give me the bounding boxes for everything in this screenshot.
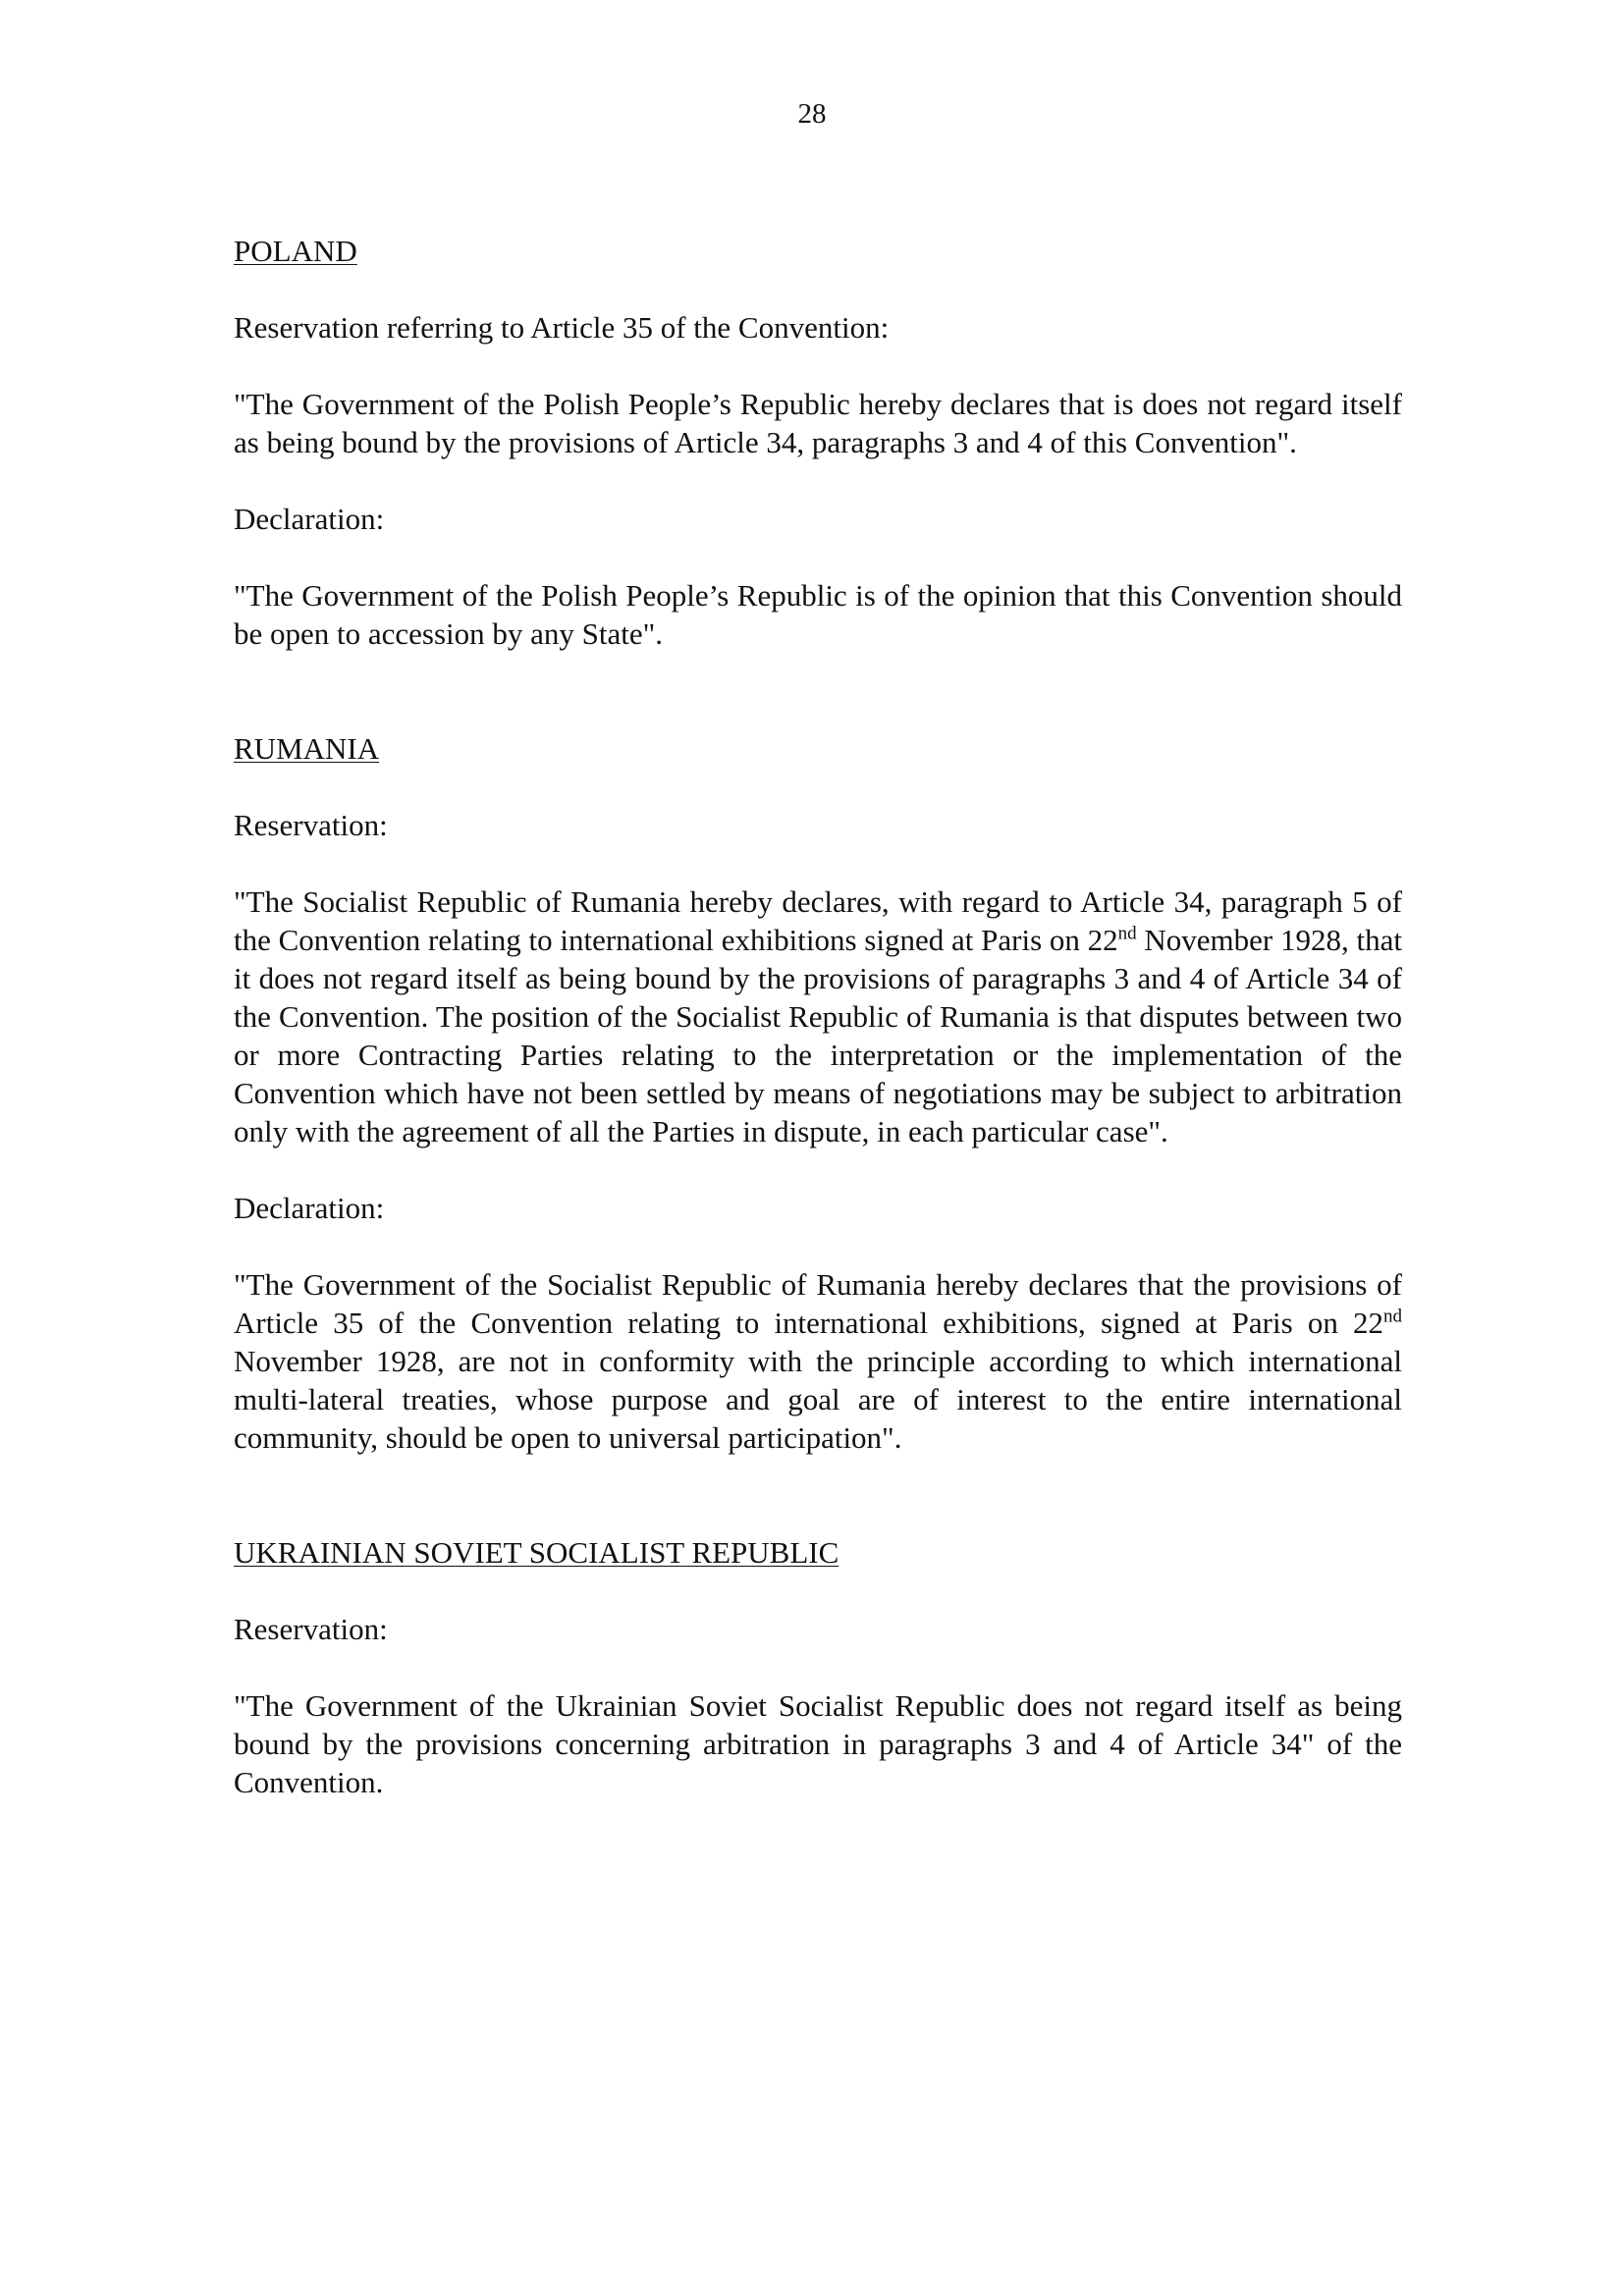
- section-heading-ukraine: UKRAINIAN SOVIET SOCIALIST REPUBLIC: [234, 1535, 839, 1570]
- section-poland: [234, 232, 1402, 653]
- reservation-text-rumania: [234, 882, 1402, 1150]
- reservation-text-rumania-part2: November 1928, that it does not regard itself as being bound by the provisions of paragraphs 3 and 4 of Article 34 of the Convention. The position of the Socialist Republic of Rumania is that disputes between two or more Contracting Parties relating to the interpretation or the implementation of the Convention which have not been settled by means of negotiations may be subject to arbitration only with the agreement of all the Parties in dispute, in each particular case".: [234, 923, 1403, 1148]
- declaration-text-rumania-part2: November 1928, are not in conformity with the principle according to which international multi-lateral treaties, whose purpose and goal are of interest to the entire international community, should be open to universal participation".: [234, 1344, 1402, 1455]
- section-spacer: [234, 691, 1402, 729]
- ordinal-superscript: nd: [1383, 1306, 1402, 1327]
- declaration-text-rumania: [234, 1265, 1402, 1457]
- declaration-label-rumania: Declaration:: [234, 1191, 385, 1225]
- section-heading-rumania: RUMANIA: [234, 731, 380, 766]
- declaration-text-rumania-part1: "The Government of the Socialist Republic of Rumania hereby declares that the provisions of Article 35 of the Convention relating to international exhibitions, signed at Paris on 22: [234, 1267, 1402, 1340]
- reservation-label-rumania: Reservation:: [234, 808, 388, 842]
- reservation-text-rumania-part1: "The Socialist Republic of Rumania hereby declares, with regard to Article 34, paragraph 5 of the Convention relating to international exhibitions signed at Paris on 22: [234, 884, 1402, 957]
- reservation-label-ukraine: Reservation:: [234, 1612, 388, 1646]
- section-ukraine: [234, 1533, 1402, 1801]
- reservation-text-ukraine: "The Government of the Ukrainian Soviet Socialist Republic does not regard itself as being bound by the provisions concerning arbitration in paragraphs 3 and 4 of Article 34" of the Convention.: [234, 1688, 1402, 1799]
- reservation-text-poland: "The Government of the Polish People’s Republic hereby declares that is does not regard itself as being bound by the provisions of Article 34, paragraphs 3 and 4 of this Convention".: [234, 387, 1402, 459]
- section-heading-poland: POLAND: [234, 234, 357, 268]
- declaration-text-poland: "The Government of the Polish People’s Republic is of the opinion that this Convention should be open to accession by any State".: [234, 578, 1402, 651]
- reservation-label-poland: Reservation referring to Article 35 of the Convention:: [234, 310, 890, 345]
- ordinal-superscript: nd: [1117, 923, 1137, 944]
- declaration-label-poland: Declaration:: [234, 502, 385, 536]
- section-spacer: [234, 1495, 1402, 1533]
- page-number: 28: [797, 98, 827, 130]
- section-rumania: [234, 729, 1402, 1457]
- document-body: [234, 232, 1402, 1840]
